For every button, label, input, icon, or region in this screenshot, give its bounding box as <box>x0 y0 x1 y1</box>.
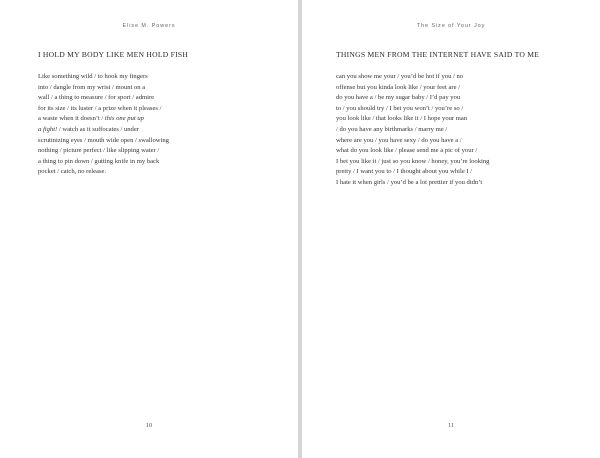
running-head-author: Elise M. Powers <box>122 23 176 29</box>
poem-line-italic: this one put up <box>104 115 144 123</box>
page-number: 11 <box>447 422 455 429</box>
poem-line: Like something wild / to hook my fingers <box>38 73 148 80</box>
poem-line: to / you should try / I bet you won’t / you’re so / <box>336 104 464 112</box>
poem-line: pocket / catch, no release. <box>38 168 107 176</box>
poem-line: for its size / its luster / a prize when it pleases / <box>38 104 162 112</box>
poem-line <box>38 114 278 125</box>
poem-title: I HOLD MY BODY LIKE MEN HOLD FISH <box>38 50 189 59</box>
poem-line: / do you have any birthmarks / marry me / <box>336 125 448 133</box>
right-page <box>302 0 600 458</box>
poem-line: a thing to pin down / gutting knife in my back <box>38 157 160 165</box>
poem-line: wall / a thing to measure / for sport / admire <box>38 94 155 102</box>
poem-line: you look like / that looks like it / I hope your man <box>336 115 468 123</box>
poem-line: I bet you like it / just so you know / honey, you’re looking <box>336 157 490 165</box>
poem-line: I hate it when girls / you’d be a lot prettier if you didn’t <box>336 178 483 186</box>
poem-line: offense but you kinda look like / your feet are / <box>336 83 461 91</box>
page-number: 10 <box>145 422 153 429</box>
poem-right <box>336 50 586 189</box>
poem-line-text: / watch as it suffocates / under <box>58 125 139 133</box>
poem-line: into / dangle from my wrist / mount on a <box>38 83 146 91</box>
poem-line: where are you / you have sexy / do you have a / <box>336 136 462 144</box>
poem-line: do you have a / be my sugar baby / I’d pay you <box>336 94 461 102</box>
poem-title: THINGS MEN FROM THE INTERNET HAVE SAID TO ME <box>336 50 540 59</box>
poem-line <box>38 125 278 136</box>
poem-line: what do you look like / please send me a pic of your / <box>336 147 478 155</box>
poem-line: can you show me your / you’d be hot if you / no <box>336 73 464 80</box>
left-page <box>0 0 298 458</box>
poem-line-italic: a fight! <box>38 125 58 133</box>
poem-line: scrutinizing eyes / mouth wide open / swallowing <box>38 136 169 144</box>
poem-line: pretty / I want you to / I thought about you while I / <box>336 168 473 176</box>
poem-line-text: a waste when it doesn’t / <box>38 115 104 123</box>
poem-left <box>38 50 278 178</box>
running-head-book-title: The Size of Your Joy <box>416 23 486 29</box>
poem-line: nothing / picture perfect / like slipping water / <box>38 147 160 155</box>
